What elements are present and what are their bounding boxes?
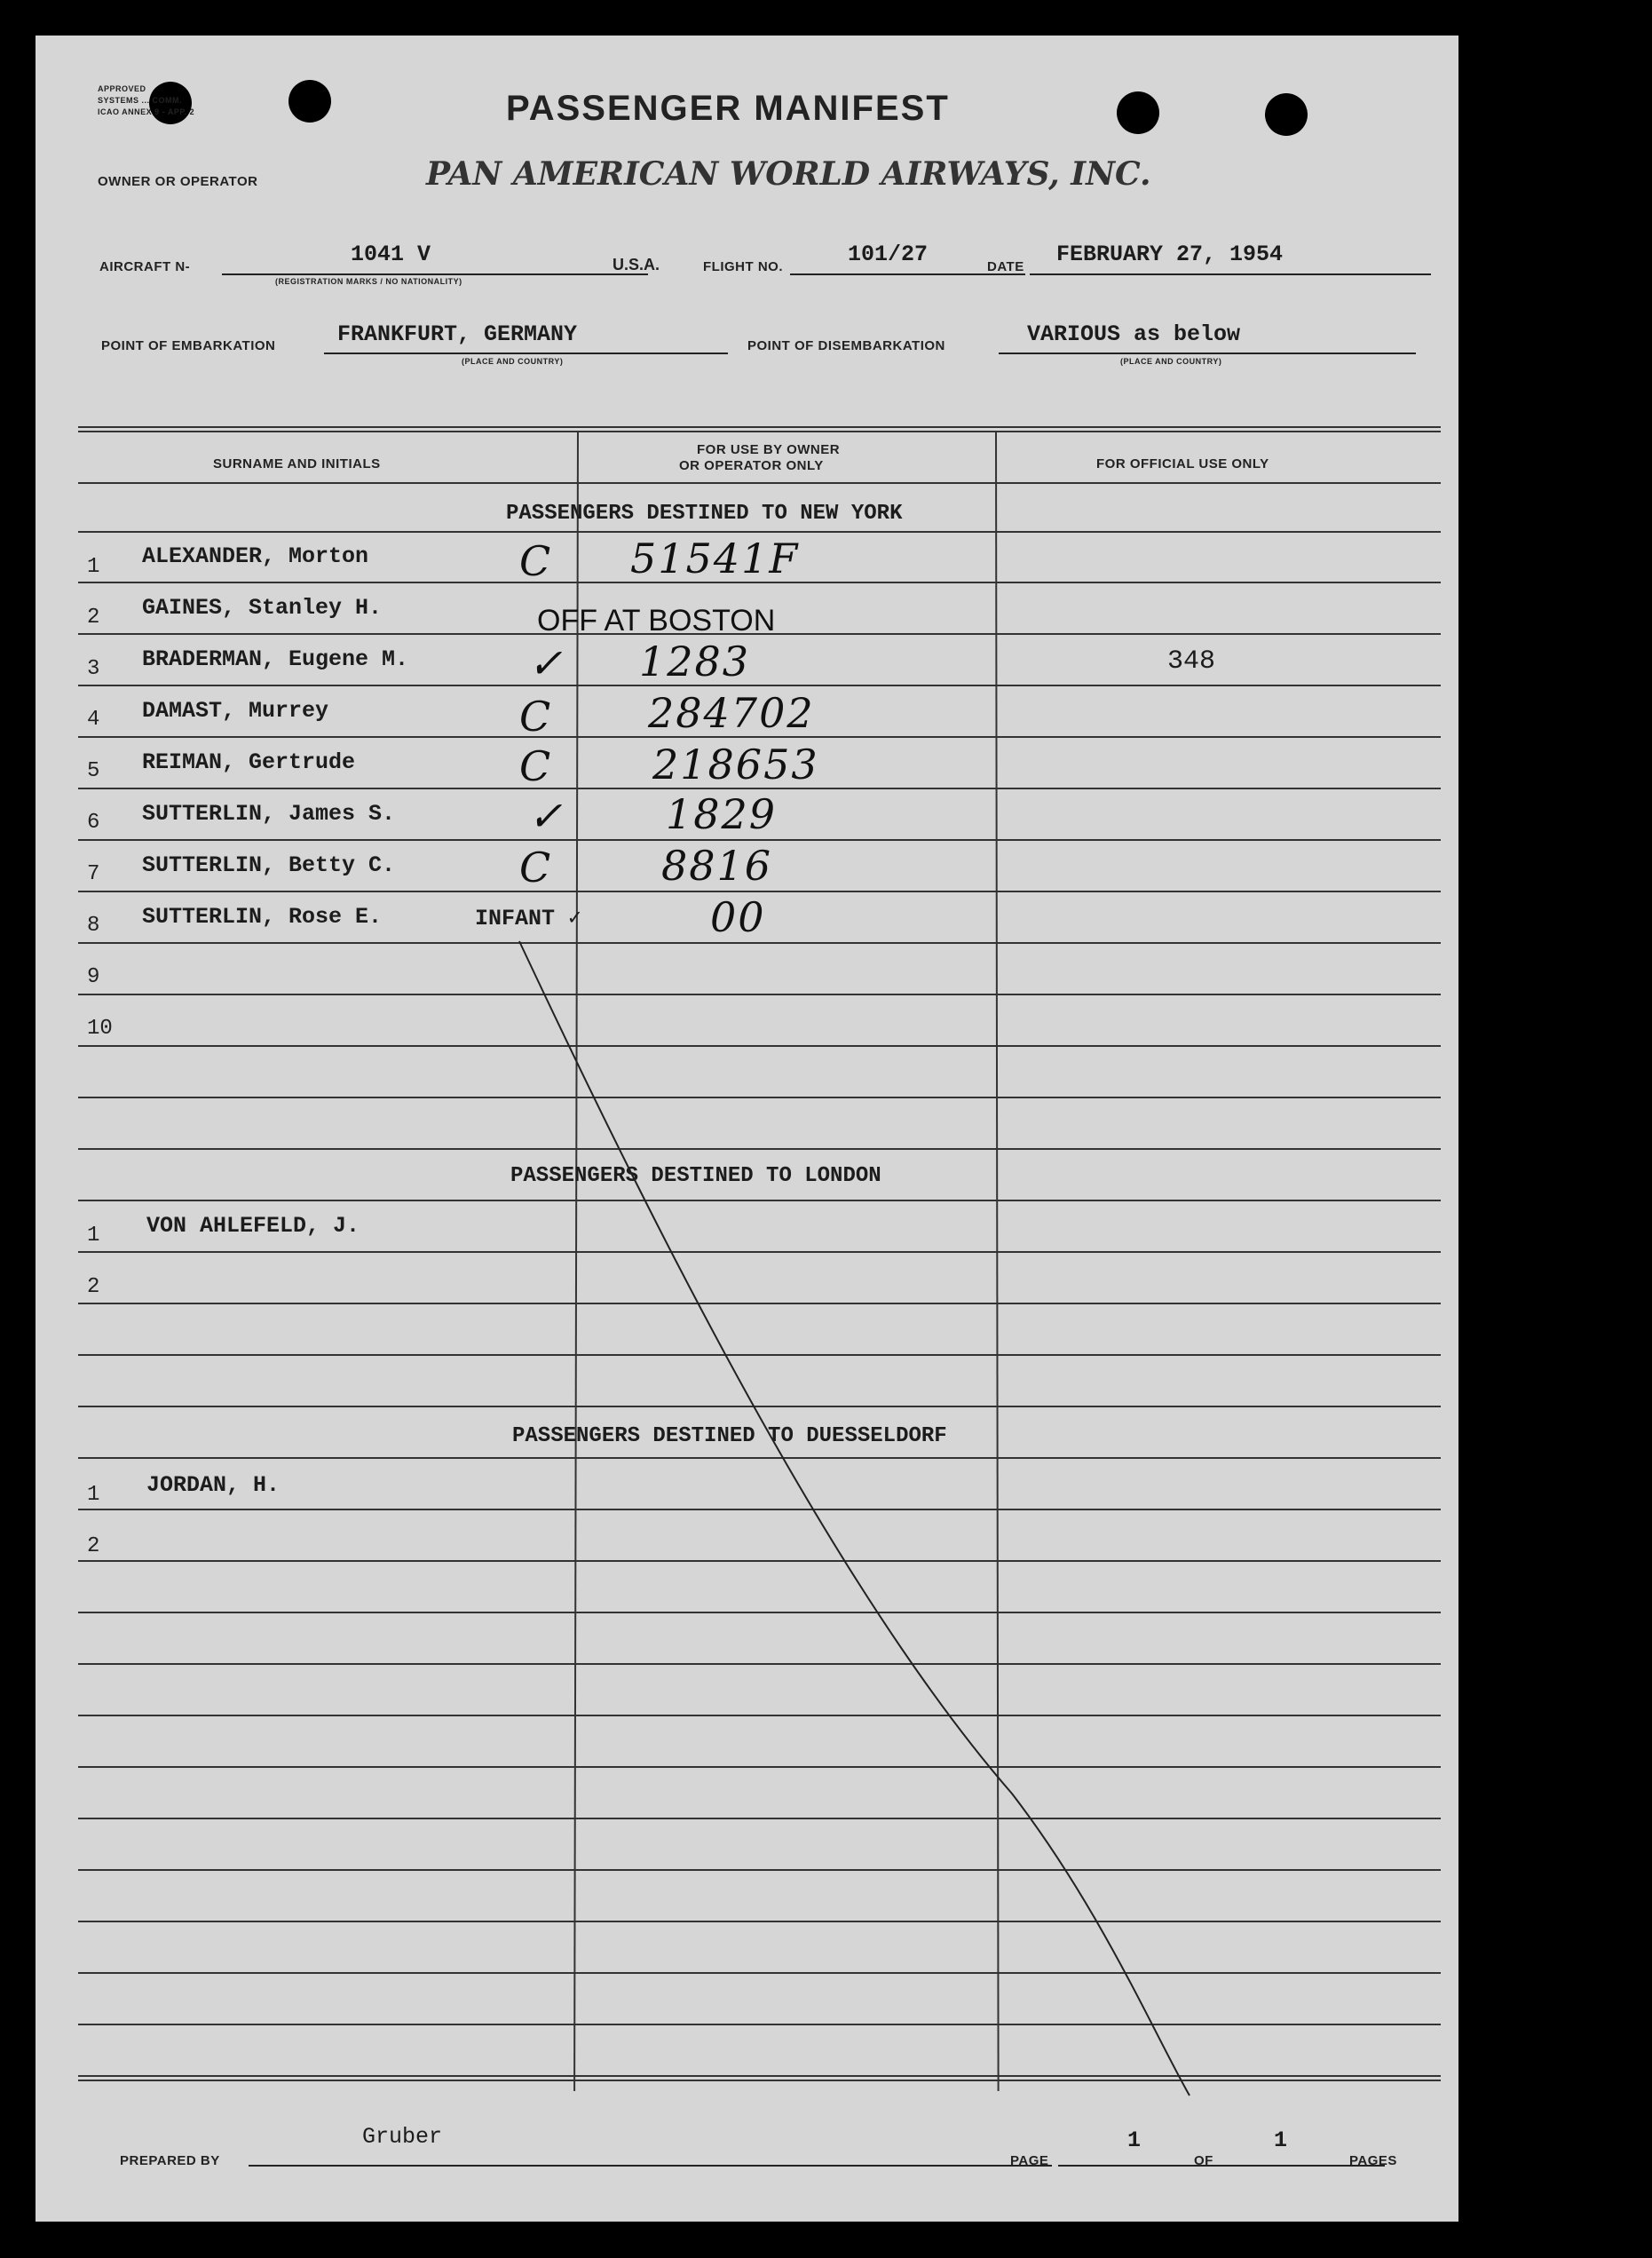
handwritten-code: OFF AT BOSTON — [537, 604, 776, 638]
handwritten-code: 284702 — [648, 689, 815, 737]
approval-line: SYSTEMS ... COMM. — [98, 96, 183, 105]
embarkation-label: POINT OF EMBARKATION — [101, 338, 276, 353]
approval-line: APPROVED — [98, 84, 146, 93]
column-divider — [573, 431, 579, 2091]
of-label: OF — [1194, 2153, 1213, 2168]
row-number: 1 — [87, 555, 100, 579]
passenger-name: GAINES, Stanley H. — [142, 595, 383, 621]
handwritten-mark: C — [519, 537, 553, 585]
section-heading: PASSENGERS DESTINED TO DUESSELDORF — [512, 1424, 947, 1448]
row-number: 10 — [87, 1017, 113, 1041]
passenger-name: REIMAN, Gertrude — [142, 749, 356, 775]
aircraft-value: 1041 V — [351, 242, 431, 267]
operator-label: OWNER OR OPERATOR — [98, 174, 258, 189]
handwritten-mark: C — [519, 693, 553, 741]
approval-line: ICAO ANNEX 9 - APP. 2 — [98, 107, 195, 116]
column-header-owner: FOR USE BY OWNER — [697, 442, 841, 457]
column-divider — [995, 431, 1000, 2091]
registration-caption: (REGISTRATION MARKS / NO NATIONALITY) — [275, 277, 462, 286]
handwritten-mark: C — [519, 844, 553, 891]
passenger-name: VON AHLEFELD, J. — [146, 1213, 360, 1239]
punch-hole — [289, 80, 331, 123]
place-caption: (PLACE AND COUNTRY) — [1120, 357, 1222, 366]
of-value: 1 — [1274, 2127, 1288, 2153]
flight-value: 101/27 — [848, 242, 929, 267]
handwritten-mark: C — [519, 742, 553, 790]
row-number: 1 — [87, 1224, 100, 1248]
handwritten-code: 51541F — [630, 535, 800, 582]
column-header-owner: OR OPERATOR ONLY — [679, 458, 824, 473]
prepared-value: Gruber — [362, 2124, 443, 2150]
row-number: 2 — [87, 1275, 100, 1299]
aircraft-label: AIRCRAFT N- — [99, 259, 191, 274]
row-number: 1 — [87, 1483, 100, 1507]
form-title: PASSENGER MANIFEST — [506, 89, 950, 128]
embarkation-value: FRANKFURT, GERMANY — [337, 321, 578, 347]
handwritten-code: 1283 — [639, 638, 751, 685]
handwritten-code: 218653 — [652, 741, 819, 788]
handwritten-code: 1829 — [666, 790, 778, 838]
nationality: U.S.A. — [613, 256, 660, 273]
handwritten-mark: ✓ — [528, 639, 565, 687]
table-top-border — [78, 426, 1441, 428]
date-value: FEBRUARY 27, 1954 — [1056, 242, 1284, 267]
row-number: 5 — [87, 759, 100, 783]
date-label: DATE — [987, 259, 1024, 274]
column-header-surname: SURNAME AND INITIALS — [213, 456, 381, 471]
column-header-official: FOR OFFICIAL USE ONLY — [1096, 456, 1269, 471]
table-bottom-border — [78, 2075, 1441, 2077]
place-caption: (PLACE AND COUNTRY) — [462, 357, 564, 366]
prepared-label: PREPARED BY — [120, 2153, 220, 2168]
passenger-name: SUTTERLIN, Rose E. — [142, 904, 383, 930]
passenger-name: BRADERMAN, Eugene M. — [142, 646, 409, 672]
section-heading: PASSENGERS DESTINED TO NEW YORK — [506, 502, 903, 526]
flight-label: FLIGHT NO. — [703, 259, 783, 274]
handwritten-mark: INFANT ✓ — [475, 906, 582, 931]
passenger-name: JORDAN, H. — [146, 1472, 281, 1498]
disembarkation-label: POINT OF DISEMBARKATION — [747, 338, 945, 353]
row-number: 6 — [87, 811, 100, 835]
official-note: 348 — [1167, 646, 1216, 677]
manifest-paper — [36, 36, 1458, 2222]
operator-name: PAN AMERICAN WORLD AIRWAYS, INC. — [426, 155, 1151, 193]
handwritten-mark: ✓ — [528, 792, 565, 840]
row-number: 3 — [87, 657, 100, 681]
handwritten-code: 00 — [710, 893, 766, 941]
row-number: 9 — [87, 965, 100, 989]
passenger-name: SUTTERLIN, James S. — [142, 801, 396, 827]
disembarkation-value: VARIOUS as below — [1027, 321, 1241, 347]
diagonal-strike-line — [36, 36, 1458, 2222]
section-heading: PASSENGERS DESTINED TO LONDON — [510, 1164, 881, 1188]
page-label: PAGE — [1010, 2153, 1049, 2168]
row-number: 2 — [87, 1534, 100, 1558]
punch-hole — [1117, 91, 1159, 134]
passenger-name: SUTTERLIN, Betty C. — [142, 852, 396, 878]
handwritten-code: 8816 — [661, 842, 773, 890]
page-value: 1 — [1127, 2127, 1142, 2153]
row-number: 8 — [87, 914, 100, 938]
punch-hole — [1265, 93, 1308, 136]
passenger-name: ALEXANDER, Morton — [142, 543, 369, 569]
row-number: 2 — [87, 606, 100, 630]
row-number: 4 — [87, 708, 100, 732]
passenger-name: DAMAST, Murrey — [142, 698, 329, 724]
pages-label: PAGES — [1349, 2153, 1397, 2168]
row-number: 7 — [87, 862, 100, 886]
